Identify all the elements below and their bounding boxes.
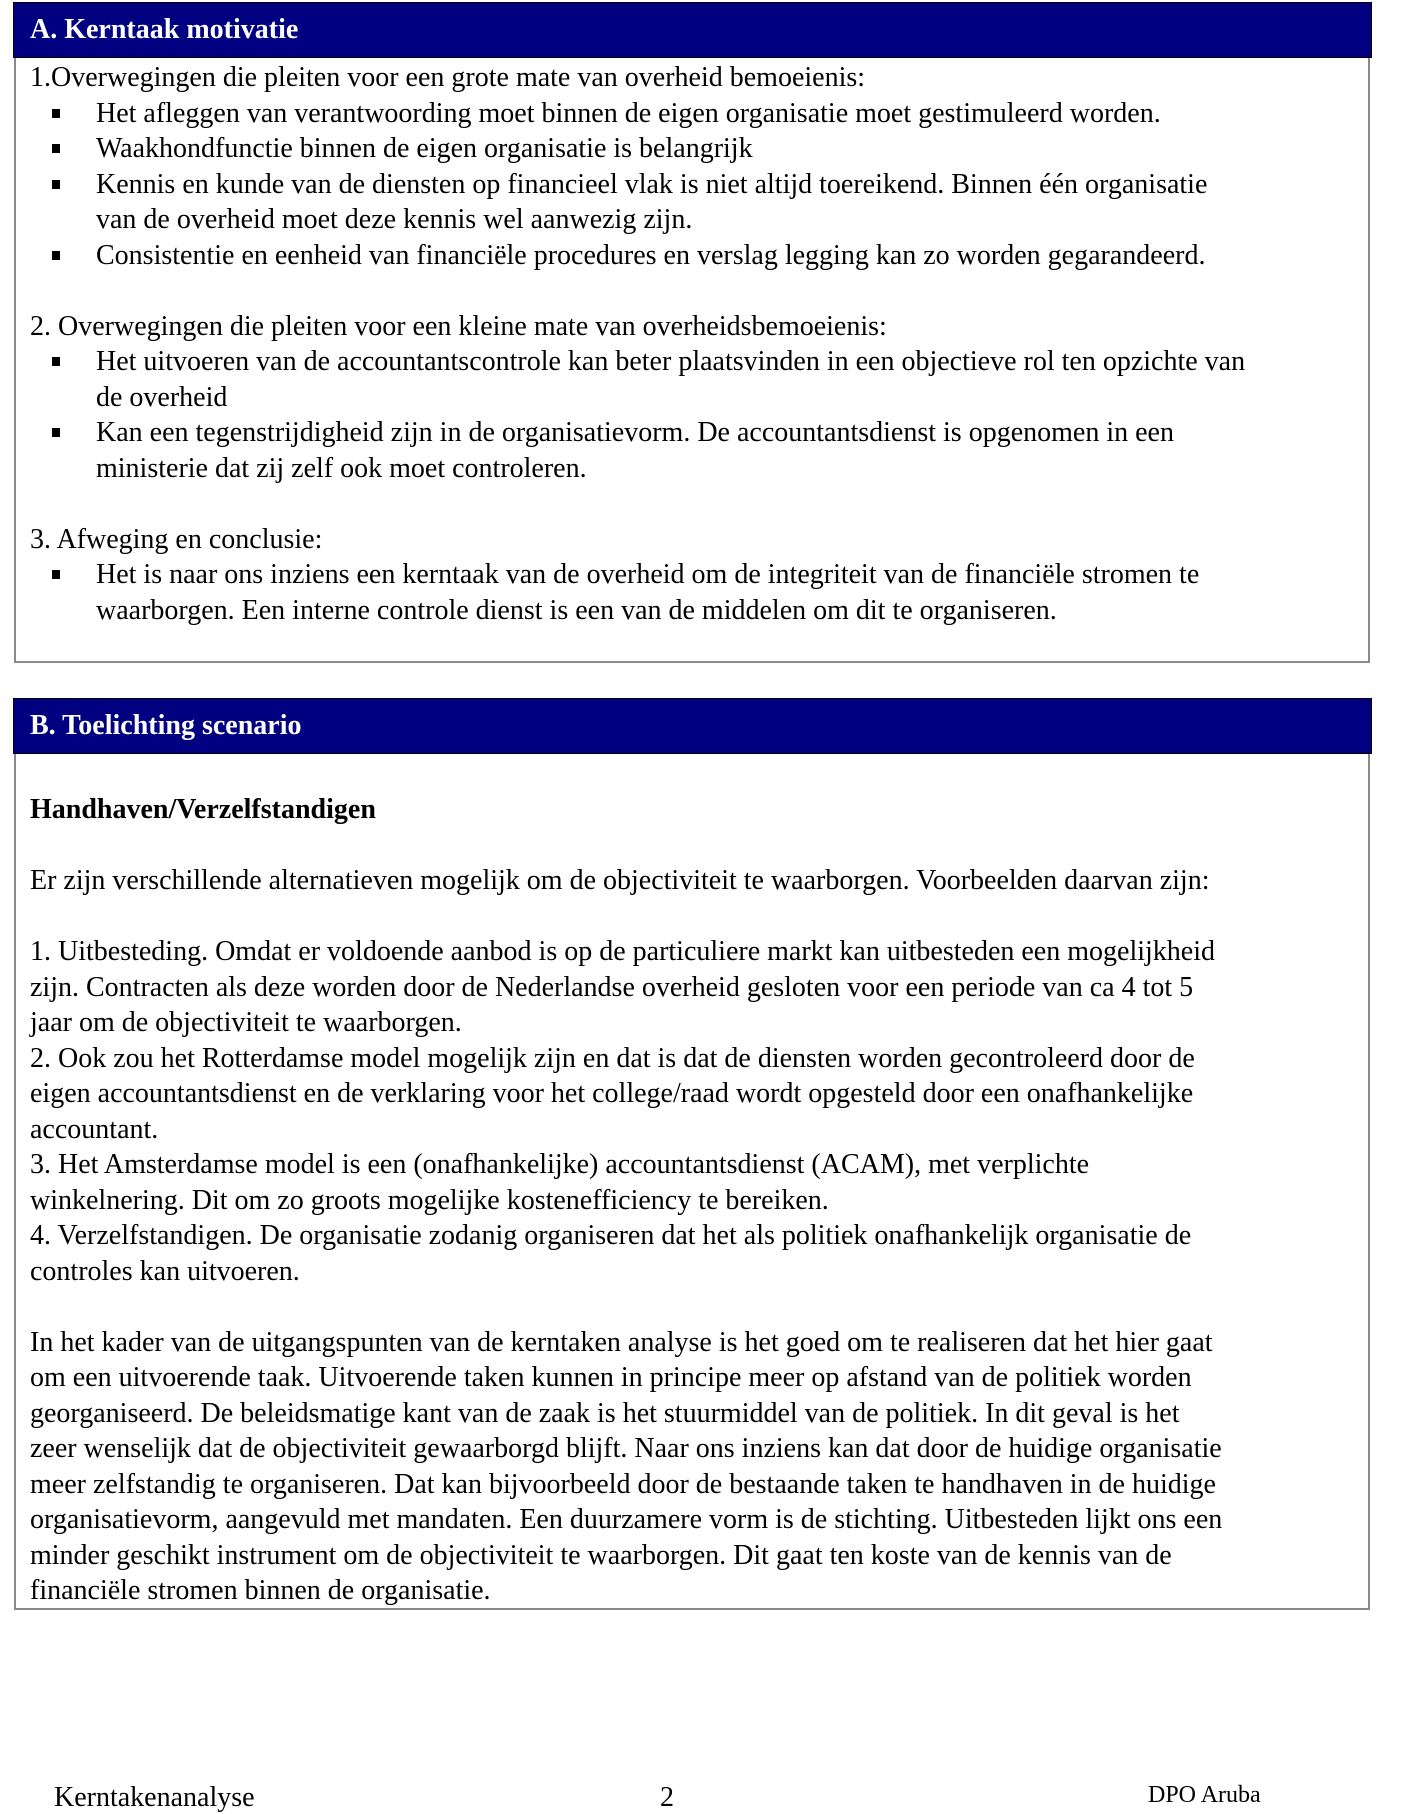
bullet-icon [52,144,60,153]
section-b-header: B. Toelichting scenario [13,698,1372,754]
text-line: winkelnering. Dit om zo groots mogelijke kostenefficiency te bereiken. [30,1184,829,1216]
section-b-content [30,792,1370,1609]
text-line: minder geschikt instrument om de objectiviteit te waarborgen. Dit gaat ten koste van de kennis van de [30,1539,1172,1571]
text-line: 4. Verzelfstandigen. De organisatie zodanig organiseren dat het als politiek onafhankelijk organisatie de [30,1220,1192,1251]
footer-right: DPO Aruba [1148,1782,1261,1808]
text-line: 2. Ook zou het Rotterdamse model mogelijk zijn en dat is dat de diensten worden gecontroleerd door de [30,1042,1195,1074]
bullet-text: Kennis en kunde van de diensten op financieel vlak is niet altijd toereikend. Binnen één organisatie [96,168,1208,200]
footer-left: Kerntakenanalyse [54,1782,255,1813]
text-line: organisatievorm, aangevuld met mandaten. Een duurzamere vorm is de stichting. Uitbesteden lijkt ons een [30,1504,1223,1535]
text-line: eigen accountantsdienst en de verklaring voor het college/raad wordt opgesteld door een onafhankelijke [30,1078,1194,1109]
bullet-icon [52,251,60,260]
bullet-icon [52,428,60,437]
blank-line [30,273,1370,309]
bullet-item-line [30,96,1370,132]
text-line: Er zijn verschillende alternatieven mogelijk om de objectiviteit te waarborgen. Voorbeelden daarvan zijn: [30,865,1210,896]
bullet-item-line [30,238,1370,274]
paragraph-heading: 2. Overwegingen die pleiten voor een kleine mate van overheidsbemoeienis: [30,310,887,342]
bullet-item-line [30,167,1370,203]
bullet-item-line [30,557,1370,593]
bullet-item-line [30,451,1370,487]
text-line: om een uitvoerende taak. Uitvoerende taken kunnen in principe meer op afstand van de politiek worden [30,1362,1192,1393]
bullet-item-line [30,344,1370,380]
text-line: accountant. [30,1113,159,1145]
bullet-text: Het afleggen van verantwoording moet binnen de eigen organisatie moet gestimuleerd worden. [96,97,1161,129]
bullet-text: Waakhondfunctie binnen de eigen organisatie is belangrijk [96,133,753,164]
bullet-text: van de overheid moet deze kennis wel aanwezig zijn. [96,204,693,235]
text-line: In het kader van de uitgangspunten van de kerntaken analyse is het goed om te realiseren dat het hier gaat [30,1326,1213,1358]
section-a-content [30,60,1370,628]
text-line: georganiseerd. De beleidsmatige kant van de zaak is het stuurmiddel van de politiek. In dit geval is het [30,1397,1180,1429]
blank-line [30,899,1370,935]
bullet-icon [52,109,60,118]
bullet-text: waarborgen. Een interne controle dienst is een van de middelen om dit te organiseren. [96,594,1057,626]
bullet-text: de overheid [96,381,228,413]
blank-line [30,1289,1370,1325]
footer-page-number: 2 [660,1782,674,1813]
bullet-text: Het uitvoeren van de accountantscontrole kan beter plaatsvinden in een objectieve rol ten opzichte van [96,346,1246,377]
bullet-text: Het is naar ons inziens een kerntaak van de overheid om de integriteit van de financiële stromen te [96,559,1200,590]
section-a-header: A. Kerntaak motivatie [13,2,1372,58]
bullet-item-line [30,415,1370,451]
bullet-item-line [30,131,1370,167]
bullet-item-line [30,380,1370,416]
text-line: 3. Het Amsterdamse model is een (onafhankelijke) accountantsdienst (ACAM), met verplichte [30,1149,1090,1180]
text-line: jaar om de objectiviteit te waarborgen. [30,1007,462,1038]
paragraph-heading: 1.Overwegingen die pleiten voor een grote mate van overheid bemoeienis: [30,62,866,93]
bullet-icon [52,180,60,189]
bullet-text: Kan een tegenstrijdigheid zijn in de organisatievorm. De accountantsdienst is opgenomen in een [96,417,1174,448]
bullet-icon [52,357,60,366]
text-line: zeer wenselijk dat de objectiviteit gewaarborgd blijft. Naar ons inziens kan dat door de huidige organisatie [30,1433,1222,1464]
bullet-item-line [30,593,1370,629]
text-line: 1. Uitbesteding. Omdat er voldoende aanbod is op de particuliere markt kan uitbesteden een mogelijkheid [30,936,1215,967]
text-line: meer zelfstandig te organiseren. Dat kan bijvoorbeeld door de bestaande taken te handhaven in de huidige [30,1468,1216,1500]
blank-line [30,486,1370,522]
text-line: controles kan uitvoeren. [30,1255,300,1287]
bullet-icon [52,570,60,579]
bullet-text: ministerie dat zij zelf ook moet controleren. [96,452,587,484]
bullet-item-line [30,202,1370,238]
text-line: zijn. Contracten als deze worden door de Nederlandse overheid gesloten voor een periode van ca 4 tot 5 [30,971,1194,1003]
section-b-subheading: Handhaven/Verzelfstandigen [30,794,376,825]
bullet-text: Consistentie en eenheid van financiële procedures en verslag legging kan zo worden gegarandeerd. [96,239,1206,271]
paragraph-heading: 3. Afweging en conclusie: [30,523,323,555]
text-line: financiële stromen binnen de organisatie. [30,1575,491,1606]
